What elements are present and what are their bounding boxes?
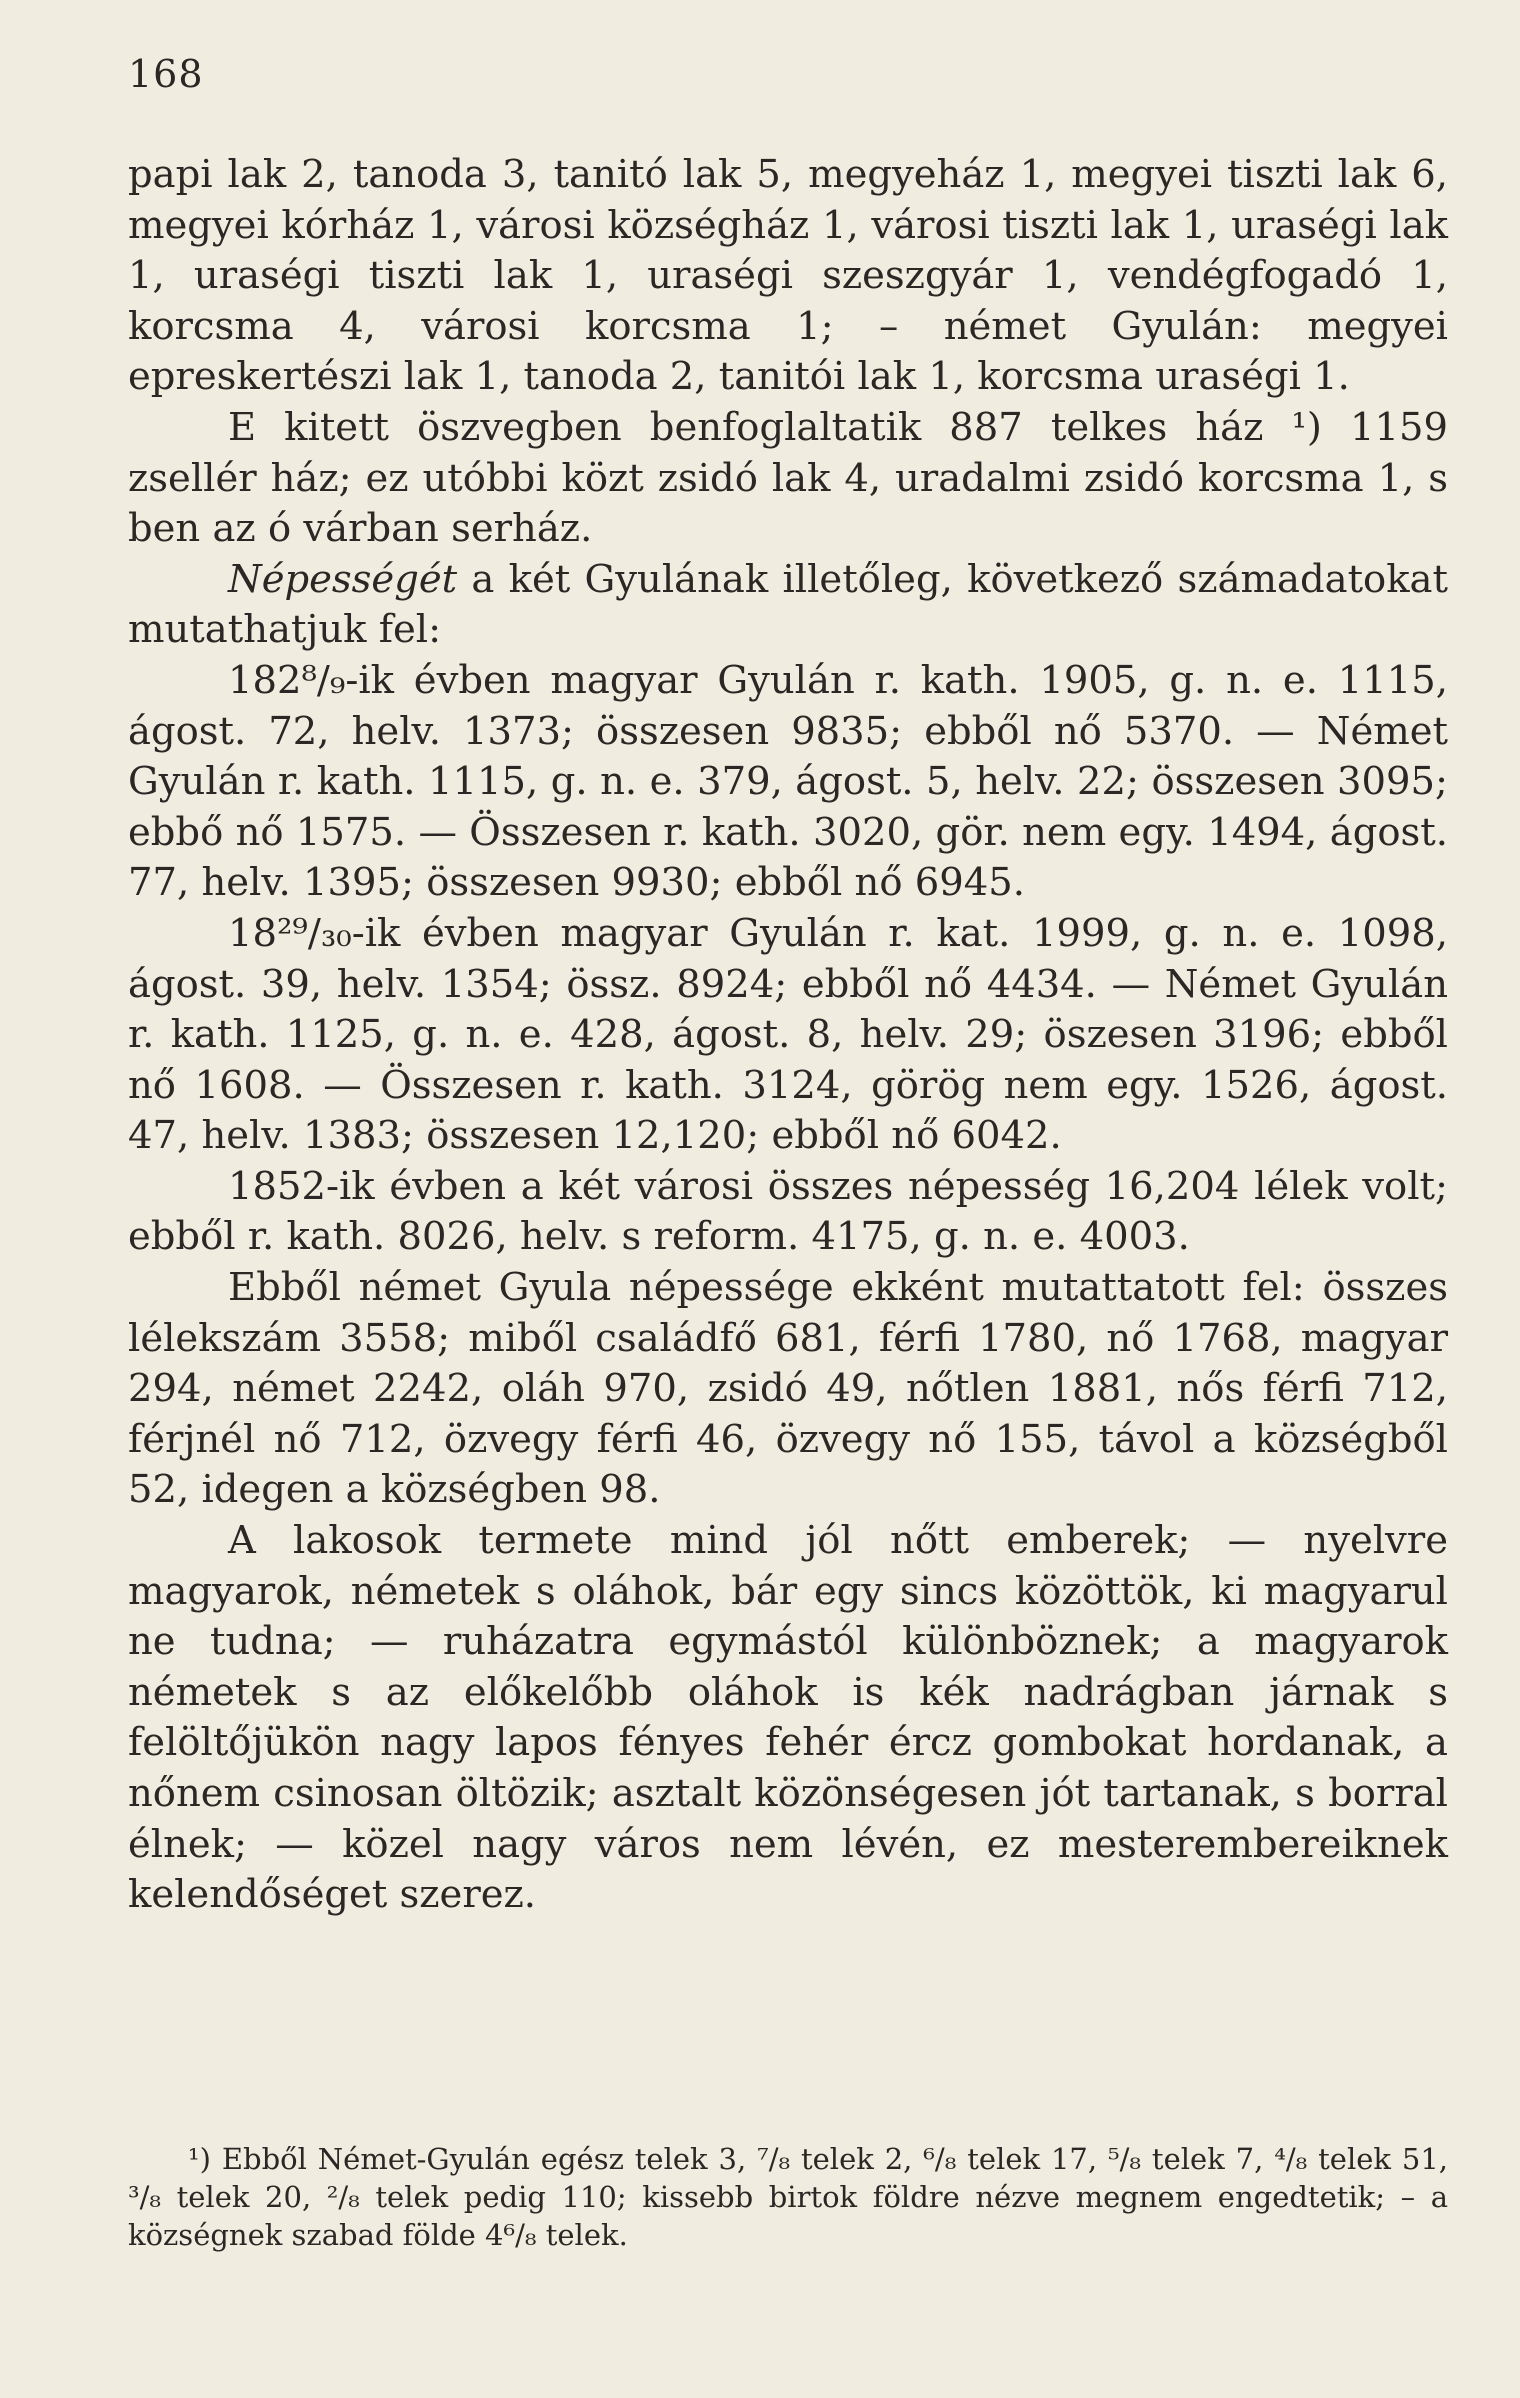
footnote-1: ¹) Ebből Német-Gyulán egész telek 3, ⁷/₈ telek 2, ⁶/₈ telek 17, ⁵/₈ telek 7, ⁴/₈ telek 51, ³/₈ telek 20, ²/₈ telek pedig 110; kissebb birtok földre nézve megnem engedtetik; – a községnek szabad földe 4⁶/₈ telek. [128, 2142, 1448, 2252]
paragraph-houses: E kitett öszvegben benfoglaltatik 887 telkes ház ¹) 1159 zsellér ház; ez utóbbi közt zsidó lak 4, uradalmi zsidó korcsma 1, s ben az ó várban serház. [128, 404, 1448, 552]
paragraph-population-intro [128, 555, 1448, 656]
italic-lead: Népességét [228, 556, 458, 602]
paragraph-1828-census: 182⁸/₉-ik évben magyar Gyulán r. kath. 1905, g. n. e. 1115, ágost. 72, helv. 1373; összesen 9835; ebből nő 5370. — Német Gyulán r. kath. 1115, g. n. e. 379, ágost. 5, helv. 22; összesen 3095; ebbő nő 1575. — Összesen r. kath. 3020, gör. nem egy. 1494, ágost. 77, helv. 1395; összesen 9930; ebből nő 6945. [128, 657, 1448, 906]
main-text [128, 150, 1448, 1921]
population-intro-text: a két Gyulának illetőleg, következő számadatokat mutathatjuk fel: [128, 556, 1448, 653]
paragraph-nemet-gyula: Ebből német Gyula népessége ekként mutattatott fel: összes lélekszám 3558; miből családfő 681, férfi 1780, nő 1768, magyar 294, német 2242, oláh 970, zsidó 49, nőtlen 1881, nős férfi 712, férjnél nő 712, özvegy férfi 46, özvegy nő 155, távol a községből 52, idegen a községben 98. [128, 1265, 1448, 1513]
page-number: 168 [128, 52, 204, 96]
paragraph-inhabitants: A lakosok termete mind jól nőtt emberek; — nyelvre magyarok, németek s oláhok, bár egy sincs közöttök, ki magyarul ne tudna; — ruházatra egymástól különböznek; a magyarok németek s az előkelőbb oláhok is kék nadrágban járnak s felöltőjükön nagy lapos fényes fehér ércz gombokat hordanak, a nőnem csinosan öltözik; asztalt közönségesen jót tartanak, s borral élnek; — közel nagy város nem lévén, ez mesterembereiknek kelendőséget szerez. [128, 1518, 1448, 1918]
paragraph-1829-census: 18²⁹/₃₀-ik évben magyar Gyulán r. kat. 1999, g. n. e. 1098, ágost. 39, helv. 1354; össz. 8924; ebből nő 4434. — Német Gyulán r. kath. 1125, g. n. e. 428, ágost. 8, helv. 29; öszesen 3196; ebből nő 1608. — Összesen r. kath. 3124, görög nem egy. 1526, ágost. 47, helv. 1383; összesen 12,120; ebből nő 6042. [128, 910, 1448, 1159]
paragraph-building-list: papi lak 2, tanoda 3, tanitó lak 5, megyeház 1, megyei tiszti lak 6, megyei kórház 1, városi községház 1, városi tiszti lak 1, uraségi lak 1, uraségi tiszti lak 1, uraségi szeszgyár 1, vendégfogadó 1, korcsma 4, városi korcsma 1; – német Gyulán: megyei epreskertészi lak 1, tanoda 2, tanitói lak 1, korcsma uraségi 1. [128, 152, 1448, 400]
paragraph-1852-census: 1852-ik évben a két városi összes népesség 16,204 lélek volt; ebből r. kath. 8026, helv. s reform. 4175, g. n. e. 4003. [128, 1163, 1448, 1260]
footnotes [128, 2140, 1448, 2254]
